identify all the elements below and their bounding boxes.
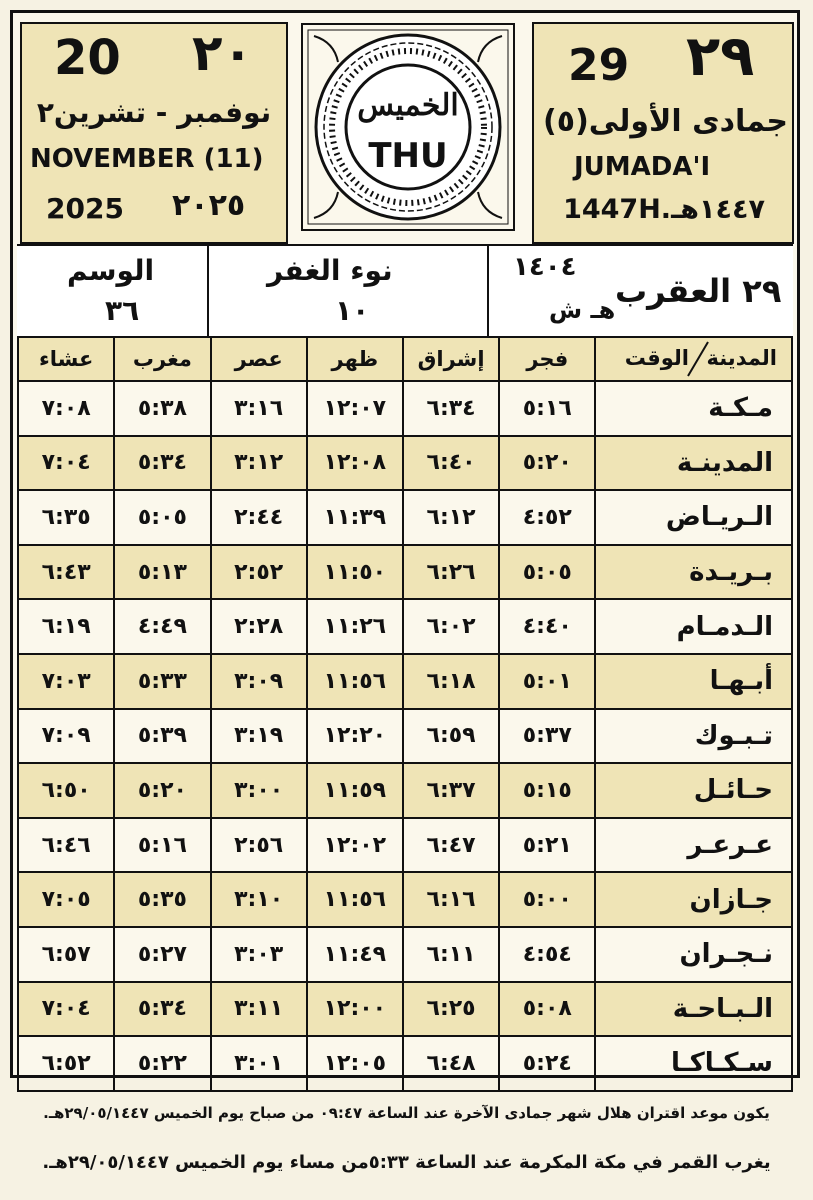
city-name: تـبـوك (595, 709, 792, 764)
table-row (18, 1036, 792, 1091)
prayer-time-cell: ٧:٠٤ (18, 436, 114, 491)
city-name: سـكـاكـا (595, 1036, 792, 1091)
weekday-arabic: الخميس (357, 88, 459, 123)
prayer-time-cell: ٧:٠٤ (18, 982, 114, 1037)
prayer-time-cell: ١١:٥٦ (307, 654, 403, 709)
divider (487, 246, 489, 338)
prayer-time-cell: ٦:١٦ (403, 872, 499, 927)
prayer-time-cell: ٤:٤٠ (499, 599, 595, 654)
prayer-time-cell: ١٢:٠٧ (307, 381, 403, 436)
prayer-time-cell: ٣:١٠ (211, 872, 307, 927)
hijri-day-latin: 29 (568, 40, 630, 91)
city-name: جـازان (595, 872, 792, 927)
column-header: ظهر (307, 337, 403, 381)
prayer-time-cell: ٢:٥٢ (211, 545, 307, 600)
prayer-time-cell: ٥:٣٧ (499, 709, 595, 764)
city-name: أبـهـا (595, 654, 792, 709)
table-row (18, 654, 792, 709)
prayer-time-cell: ٦:٥٩ (403, 709, 499, 764)
prayer-time-cell: ٧:٠٥ (18, 872, 114, 927)
city-name: الـبـاحـة (595, 982, 792, 1037)
season-info-band (17, 244, 793, 340)
moonset-note: يغرب القمر في مكة المكرمة عند الساعة ٥:٣٣من مساء يوم الخميس ٢٩/٠٥/١٤٤٧هـ. (42, 1152, 771, 1173)
column-header: فجر (499, 337, 595, 381)
prayer-time-cell: ٦:٢٥ (403, 982, 499, 1037)
column-header: عصر (211, 337, 307, 381)
hijri-date-box (532, 22, 794, 244)
prayer-time-cell: ٥:١٦ (499, 381, 595, 436)
prayer-time-cell: ٣:١١ (211, 982, 307, 1037)
prayer-time-cell: ٧:٠٣ (18, 654, 114, 709)
prayer-time-cell: ٦:١٢ (403, 490, 499, 545)
prayer-time-cell: ٥:٣٤ (114, 436, 210, 491)
prayer-time-cell: ٦:٢٦ (403, 545, 499, 600)
prayer-time-cell: ٦:٣٧ (403, 763, 499, 818)
table-row (18, 818, 792, 873)
prayer-time-cell: ٣:١٢ (211, 436, 307, 491)
hijri-month-english: JUMADA'I (574, 152, 711, 182)
table-row (18, 982, 792, 1037)
prayer-time-cell: ٣:٠٣ (211, 927, 307, 982)
prayer-time-cell: ٥:٠٥ (114, 490, 210, 545)
table-row (18, 490, 792, 545)
gregorian-month-english: NOVEMBER (11) (30, 144, 264, 174)
prayer-time-cell: ٥:٢٢ (114, 1036, 210, 1091)
prayer-time-cell: ٣:١٦ (211, 381, 307, 436)
prayer-time-cell: ٦:١٩ (18, 599, 114, 654)
prayer-time-cell: ٥:٣٥ (114, 872, 210, 927)
prayer-time-cell: ٦:٤٦ (18, 818, 114, 873)
column-header: مغرب (114, 337, 210, 381)
prayer-time-cell: ٥:٣٣ (114, 654, 210, 709)
prayer-time-cell: ١١:٣٩ (307, 490, 403, 545)
hijri-day-arabic: ٢٩ (686, 24, 755, 89)
prayer-time-cell: ١١:٥٠ (307, 545, 403, 600)
prayer-time-cell: ١٢:٠٥ (307, 1036, 403, 1091)
prayer-time-cell: ٥:١٥ (499, 763, 595, 818)
city-name: حـائـل (595, 763, 792, 818)
column-header: إشراق (403, 337, 499, 381)
prayer-time-cell: ٦:٠٢ (403, 599, 499, 654)
season-label: الوسم (67, 254, 155, 287)
table-row (18, 763, 792, 818)
prayer-time-cell: ٥:٢٠ (499, 436, 595, 491)
hijri-month-arabic: جمادى الأولى(٥) (543, 104, 788, 139)
prayer-time-cell: ١٢:٠٠ (307, 982, 403, 1037)
city-name: المدينـة (595, 436, 792, 491)
table-row (18, 872, 792, 927)
solar-year-suffix: هـ ش (549, 296, 616, 324)
table-header-row (18, 337, 792, 381)
prayer-time-cell: ٦:٣٤ (403, 381, 499, 436)
prayer-time-cell: ٢:٥٦ (211, 818, 307, 873)
divider (207, 246, 209, 338)
table-row (18, 927, 792, 982)
prayer-time-cell: ٤:٤٩ (114, 599, 210, 654)
prayer-time-cell: ٦:١٨ (403, 654, 499, 709)
gregorian-year-latin: 2025 (46, 192, 124, 225)
prayer-time-cell: ٥:٣٤ (114, 982, 210, 1037)
city-header-label: المدينة (706, 346, 777, 370)
naw-label: نوء الغفر (267, 254, 393, 287)
prayer-time-cell: ٢:٤٤ (211, 490, 307, 545)
prayer-times-table (17, 336, 793, 1092)
prayer-time-cell: ١٢:٠٨ (307, 436, 403, 491)
gregorian-day-arabic: ٢٠ (192, 24, 254, 82)
table-body (18, 381, 792, 1091)
prayer-time-cell: ٥:٠٠ (499, 872, 595, 927)
prayer-time-cell: ٦:١١ (403, 927, 499, 982)
prayer-time-cell: ٦:٤٣ (18, 545, 114, 600)
gregorian-date-box (20, 22, 288, 244)
prayer-time-cell: ٥:٢١ (499, 818, 595, 873)
gregorian-year-arabic: ٢٠٢٥ (172, 188, 246, 223)
hijri-year: 1447H.١٤٤٧هـ (563, 194, 765, 225)
calligraphy-seal-icon (300, 22, 516, 232)
table-row (18, 436, 792, 491)
weekday-emblem (300, 22, 516, 232)
prayer-time-cell: ٥:٣٩ (114, 709, 210, 764)
prayer-time-cell: ٥:٠٥ (499, 545, 595, 600)
prayer-time-cell: ٦:٥٢ (18, 1036, 114, 1091)
prayer-time-cell: ٣:٠٩ (211, 654, 307, 709)
city-name: نـجـران (595, 927, 792, 982)
prayer-time-cell: ٥:٢٠ (114, 763, 210, 818)
city-name: الـدمـام (595, 599, 792, 654)
city-name: بـريـدة (595, 545, 792, 600)
table-row (18, 381, 792, 436)
city-time-header (595, 337, 792, 381)
prayer-time-cell: ٤:٥٤ (499, 927, 595, 982)
prayer-time-cell: ٥:٢٤ (499, 1036, 595, 1091)
prayer-time-cell: ٥:٣٨ (114, 381, 210, 436)
table-row (18, 599, 792, 654)
column-header: عشاء (18, 337, 114, 381)
city-name: عـرعـر (595, 818, 792, 873)
table-row (18, 545, 792, 600)
prayer-time-cell: ١١:٥٩ (307, 763, 403, 818)
prayer-time-cell: ٥:١٦ (114, 818, 210, 873)
prayer-time-cell: ٤:٥٢ (499, 490, 595, 545)
prayer-time-cell: ٦:٤٨ (403, 1036, 499, 1091)
conjunction-note: يكون موعد اقتران هلال شهر جمادى الآخرة عند الساعة ٠٩:٤٧ من صباح يوم الخميس ٢٩/٠٥/١٤٤٧هـ. (43, 1104, 770, 1122)
prayer-time-cell: ٥:١٣ (114, 545, 210, 600)
prayer-time-cell: ٦:٣٥ (18, 490, 114, 545)
solar-year: ١٤٠٤ (513, 252, 577, 282)
prayer-time-cell: ٥:٢٧ (114, 927, 210, 982)
city-name: الـريـاض (595, 490, 792, 545)
gregorian-month-arabic: نوفمبر - تشرين٢ (36, 96, 272, 129)
prayer-time-cell: ٧:٠٩ (18, 709, 114, 764)
prayer-time-cell: ١٢:٠٢ (307, 818, 403, 873)
naw-value: ١٠ (335, 294, 370, 327)
prayer-time-cell: ٦:٥٧ (18, 927, 114, 982)
prayer-time-cell: ٧:٠٨ (18, 381, 114, 436)
prayer-time-cell: ١١:٤٩ (307, 927, 403, 982)
prayer-time-cell: ٣:٠١ (211, 1036, 307, 1091)
table-row (18, 709, 792, 764)
prayer-time-cell: ٢:٢٨ (211, 599, 307, 654)
gregorian-day-latin: 20 (54, 30, 121, 86)
season-value: ٣٦ (105, 294, 140, 327)
time-header-label: الوقت (624, 346, 689, 370)
prayer-time-cell: ٦:٤٧ (403, 818, 499, 873)
prayer-time-cell: ٥:٠١ (499, 654, 595, 709)
prayer-time-cell: ٦:٥٠ (18, 763, 114, 818)
city-name: مـكـة (595, 381, 792, 436)
prayer-time-cell: ١٢:٢٠ (307, 709, 403, 764)
prayer-time-cell: ٦:٤٠ (403, 436, 499, 491)
prayer-time-cell: ١١:٢٦ (307, 599, 403, 654)
prayer-time-cell: ٣:٠٠ (211, 763, 307, 818)
prayer-time-cell: ٥:٠٨ (499, 982, 595, 1037)
weekday-english: THU (368, 136, 448, 176)
prayer-time-cell: ١١:٥٦ (307, 872, 403, 927)
zodiac-date: ٢٩ العقرب (615, 272, 782, 310)
prayer-time-cell: ٣:١٩ (211, 709, 307, 764)
